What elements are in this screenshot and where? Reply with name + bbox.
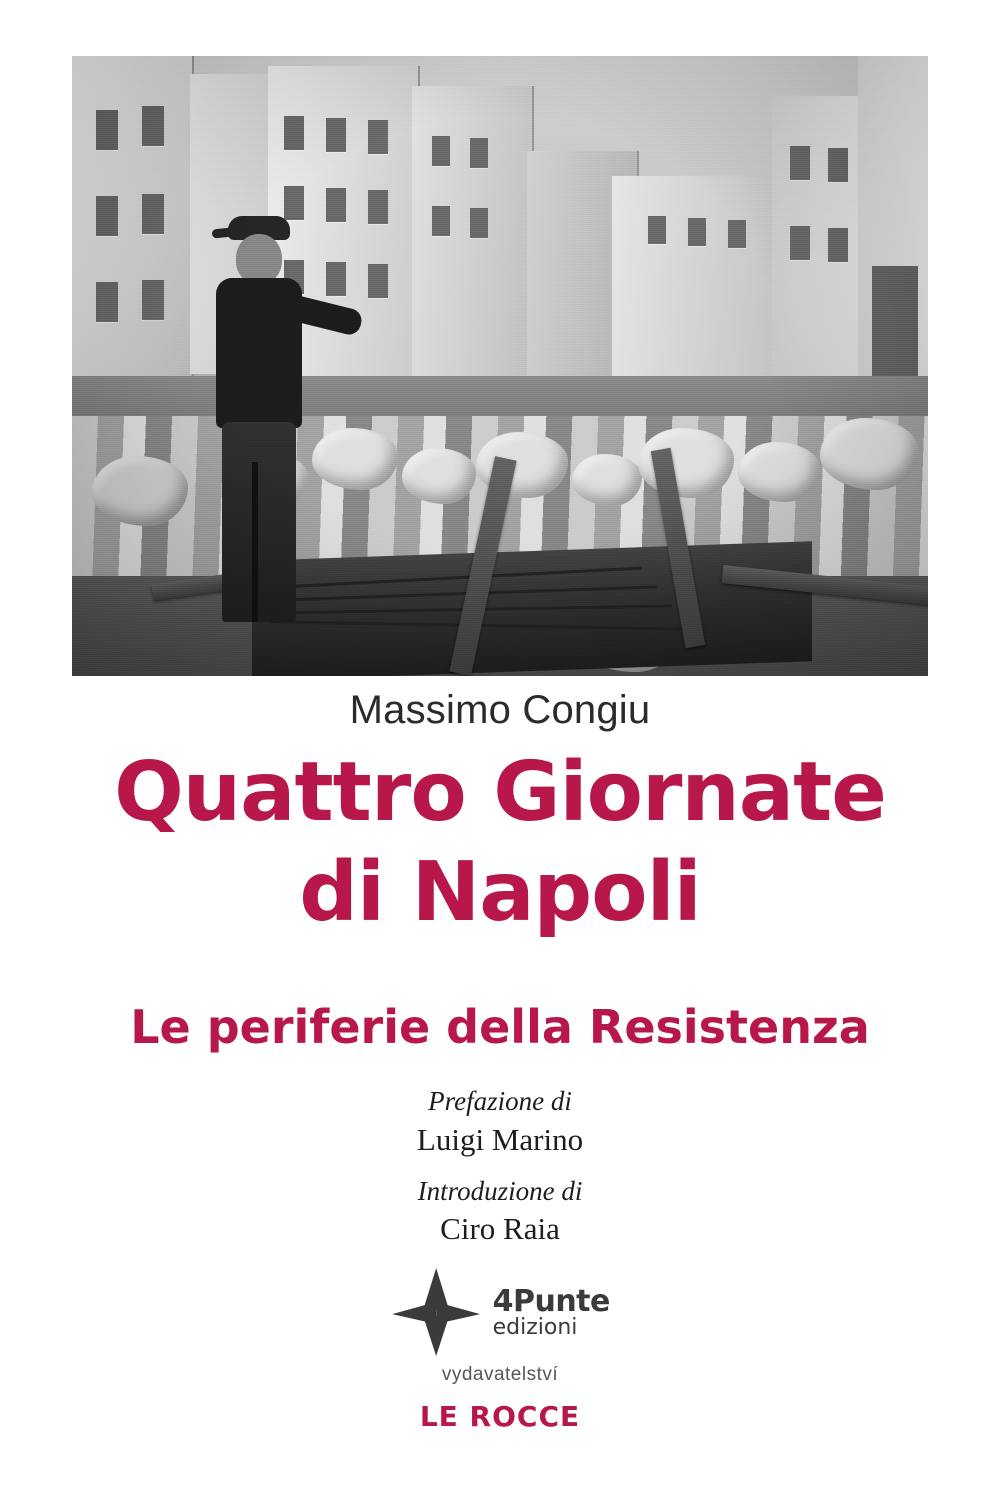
publisher-name-main: Punte <box>512 1284 610 1319</box>
window <box>142 194 164 234</box>
legs <box>222 422 296 622</box>
four-point-star-icon <box>390 1268 482 1356</box>
book-subtitle: Le periferie della Resistenza <box>130 1000 870 1054</box>
window <box>284 186 304 220</box>
vydavatelstvi-label: vydavatelství <box>441 1364 559 1385</box>
window <box>648 216 666 244</box>
author-name: Massimo Congiu <box>349 688 651 732</box>
window <box>432 206 450 236</box>
publisher-wordmark <box>493 1284 610 1340</box>
man-figure <box>200 216 330 656</box>
window <box>828 148 848 182</box>
window <box>326 118 346 152</box>
window <box>828 228 848 262</box>
preface-role: Prefazione di <box>428 1086 572 1116</box>
publisher-name-prefix: 4 <box>492 1284 513 1319</box>
publisher-block <box>0 1268 1000 1433</box>
window <box>790 226 810 260</box>
window <box>688 218 706 246</box>
window <box>96 196 118 236</box>
window <box>368 264 388 298</box>
preface-person: Luigi Marino <box>416 1121 584 1157</box>
window <box>96 282 118 322</box>
window <box>368 190 388 224</box>
window <box>284 116 304 150</box>
rubble-rock <box>820 418 918 490</box>
window <box>368 120 388 154</box>
cover-photograph <box>72 56 928 676</box>
imprint-name: LE ROCCE <box>419 1400 581 1433</box>
shutter <box>872 266 918 386</box>
window <box>470 208 488 238</box>
head <box>236 234 282 284</box>
introduction-person: Ciro Raia <box>440 1211 560 1247</box>
title-line-1: Quattro Giornate <box>114 745 886 840</box>
title-line-2: di Napoli <box>299 845 701 940</box>
window <box>142 280 164 320</box>
rubble-rock <box>402 448 476 504</box>
book-title <box>0 745 1000 940</box>
star-point-bottom <box>423 1316 449 1356</box>
rubble-rock <box>738 442 820 502</box>
window <box>728 220 746 248</box>
building-facade <box>612 176 784 386</box>
window <box>470 138 488 168</box>
window <box>432 136 450 166</box>
building-facade <box>772 96 864 386</box>
rubble-rock <box>572 454 642 506</box>
credits-block <box>0 1085 1000 1264</box>
rubble-rock <box>92 456 188 526</box>
window <box>790 146 810 180</box>
window <box>142 106 164 146</box>
publisher-name <box>493 1284 610 1319</box>
window <box>96 110 118 150</box>
introduction-role: Introduzione di <box>417 1175 583 1206</box>
publisher-name-second-line: edizioni <box>492 1315 578 1340</box>
